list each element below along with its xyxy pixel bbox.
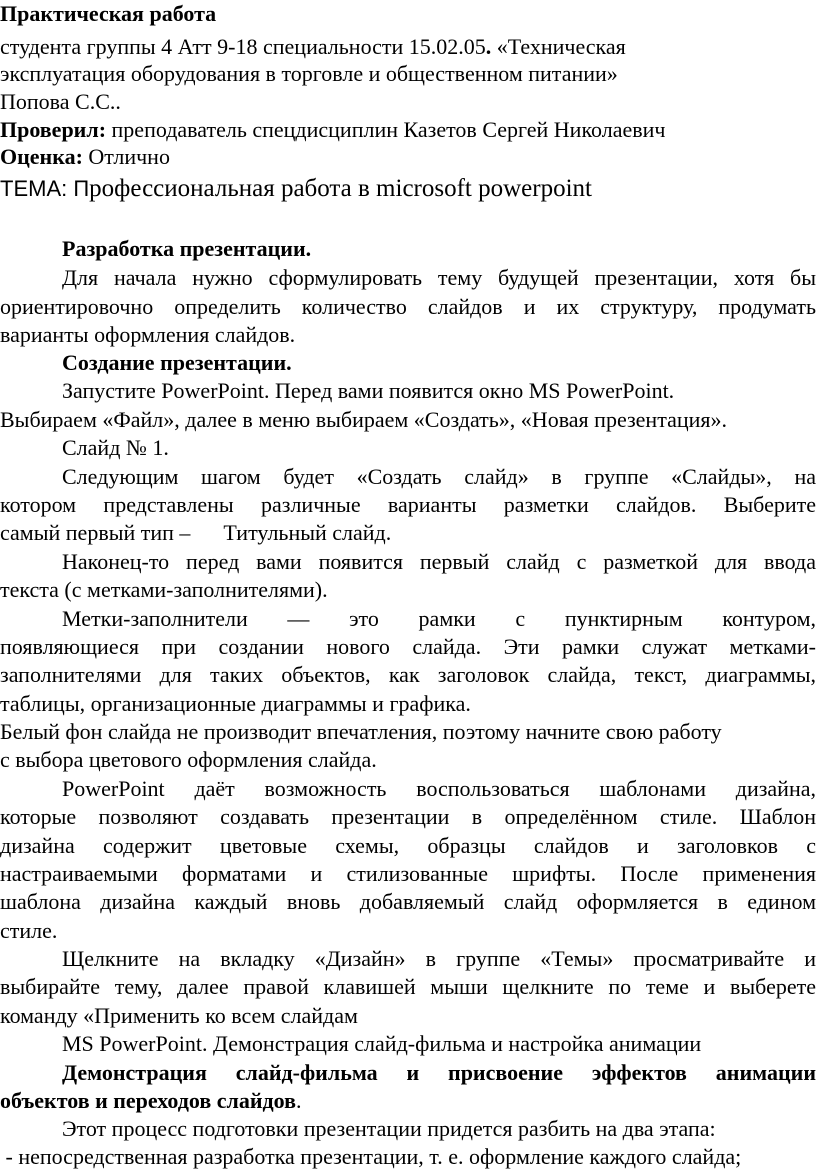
grade-value: Отлично [82, 144, 170, 169]
p8-line-3: команду «Применить ко всем слайдам [0, 1003, 358, 1028]
student-line-1-tail: «Техническая [491, 34, 626, 59]
heading-create: Создание презентации. [62, 350, 292, 375]
p7-line-1: PowerPoint даёт возможность воспользоваться шаблонами дизайна, [62, 776, 816, 801]
p8-line-1: Щелкните на вкладку «Дизайн» в группе «Темы» просматривайте и [62, 946, 816, 971]
p3-line-2: котором представлены различные варианты разметки слайдов. Выберите [0, 492, 816, 517]
heading-demo-line-2 [0, 1087, 816, 1114]
p5-line-3: заполнителями для таких объектов, как заголовок слайда, текст, диаграммы, [0, 662, 816, 687]
doc-title: Практическая работа [0, 1, 217, 26]
slide-number: Слайд № 1. [62, 435, 169, 460]
p3-line-3: самый первый тип – Титульный слайд. [0, 520, 392, 545]
heading-development: Разработка презентации. [62, 236, 312, 261]
p5-line-4: таблицы, организационные диаграммы и графика. [0, 691, 471, 716]
p4-line-1: Наконец-то перед вами появится первый слайд с разметкой для ввода [62, 549, 816, 574]
p2-line-1: Запустите PowerPoint. Перед вами появится окно MS PowerPoint. [62, 378, 675, 403]
p7-line-6: стиле. [0, 918, 58, 943]
p7-line-4: настраиваемыми форматами и стилизованные шрифты. После применения [0, 861, 816, 886]
checked-by [0, 116, 816, 143]
p1-line-2: ориентировочно определить количество слайдов и их структуру, продумать [0, 294, 816, 319]
p5-line-1: Метки-заполнители — это рамки с пунктирным контуром, [62, 606, 816, 631]
p3-line-1: Следующим шагом будет «Создать слайд» в группе «Слайды», на [62, 464, 816, 489]
checked-label: Проверил: [0, 117, 107, 142]
p1-line-3: варианты оформления слайдов. [0, 322, 296, 347]
p7-line-2: которые позволяют создавать презентации в определённом стиле. Шаблон [0, 804, 816, 829]
student-line-1-dot: . [485, 34, 492, 59]
p4-line-2: текста (с метками-заполнителями). [0, 577, 328, 602]
student-line-1 [0, 33, 816, 60]
p7-line-5: шаблона дизайна каждый вновь добавляемый слайд оформляется в едином [0, 889, 816, 914]
p10: Этот процесс подготовки презентации придется разбить на два этапа: [62, 1116, 716, 1141]
p1-line-1: Для начала нужно сформулировать тему будущей презентации, хотя бы [62, 265, 816, 290]
grade-label: Оценка: [0, 144, 83, 169]
student-name: Попова С.С.. [0, 89, 121, 114]
p11: - непосредственная разработка презентации, т. е. оформление каждого слайда; [0, 1144, 742, 1169]
topic-prefix: ТЕМА: П [0, 176, 90, 201]
p2-line-2: Выбираем «Файл», далее в меню выбираем «Создать», «Новая презентация». [0, 407, 728, 432]
student-line-1-main: студента группы 4 Атт 9-18 специальности 15.02.05 [0, 34, 486, 59]
p5-line-2: появляющиеся при создании нового слайда. Эти рамки служат метками- [0, 634, 816, 659]
topic-text: рофессиональная работа в microsoft powerpoint [89, 175, 592, 202]
topic [0, 175, 816, 202]
grade [0, 143, 816, 170]
student-line-2: эксплуатация оборудования в торговле и общественном питании» [0, 61, 618, 86]
heading-demo-line-1: Демонстрация слайд-фильма и присвоение эффектов анимации [62, 1060, 816, 1085]
p6-line-1: Белый фон слайда не производит впечатления, поэтому начните свою работу [0, 719, 722, 744]
p6-line-2: с выбора цветового оформления слайда. [0, 747, 377, 772]
p7-line-3: дизайна содержит цветовые схемы, образцы слайдов и заголовков с [0, 833, 816, 858]
heading-demo-line-2-dot: . [295, 1088, 302, 1113]
p8-line-2: выбирайте тему, далее правой клавишей мыши щелкните по теме и выберете [0, 974, 816, 999]
p9: MS PowerPoint. Демонстрация слайд-фильма и настройка анимации [62, 1031, 702, 1056]
checked-value: преподаватель спецдисциплин Казетов Сергей Николаевич [106, 117, 666, 142]
heading-demo-line-2-text: объектов и переходов слайдов [0, 1088, 296, 1113]
